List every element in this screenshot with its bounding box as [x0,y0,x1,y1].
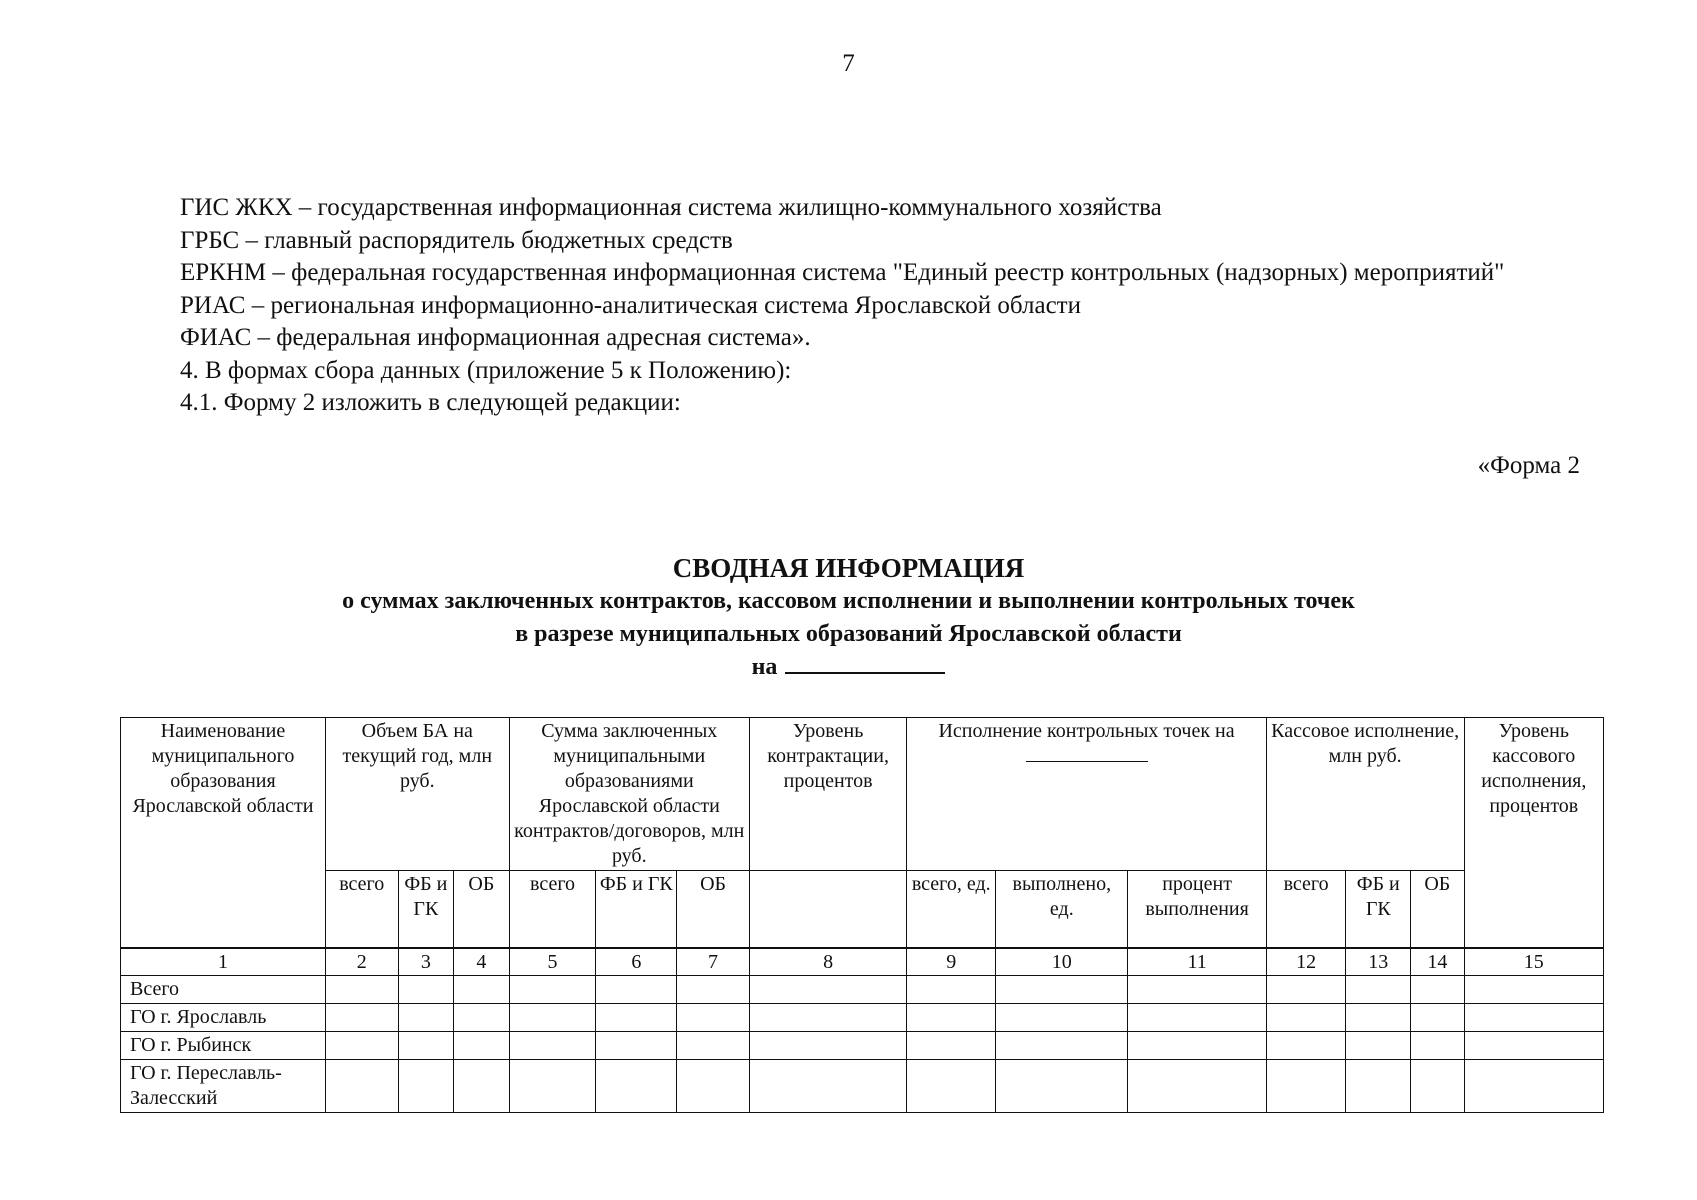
table-cell [1464,976,1603,1004]
table-cell [1346,976,1411,1004]
column-number: 11 [1128,949,1266,976]
table-cell [325,976,398,1004]
column-number: 1 [121,949,326,976]
column-number: 2 [325,949,398,976]
column-number: 13 [1346,949,1411,976]
table-cell [1411,1032,1465,1060]
subheader-fb-gk: ФБ и ГК [596,871,677,948]
table-cell [1464,1060,1603,1113]
table-subheader-row [121,871,1604,948]
header-contract-sum: Сумма заключенных муниципальными образованиями Ярославской области контрактов/договоров, млн руб. [509,718,749,871]
table-cell [677,1004,750,1032]
subheader-empty [749,871,906,948]
table-cell [398,1060,454,1113]
definition-item: ЕРКНМ – федеральная государственная информационная система "Единый реестр контрольных (надзорных) мероприятий" [180,259,1505,286]
table-cell [454,1004,510,1032]
subheader-fb-gk: ФБ и ГК [398,871,454,948]
table-cell [749,1060,906,1113]
form-title-date [0,651,1697,684]
table-cell [1411,976,1465,1004]
header-ba-volume: Объем БА на текущий год, млн руб. [325,718,509,871]
table-cell [1411,1060,1465,1113]
table-cell [1128,1060,1266,1113]
table-cell [454,1032,510,1060]
subheader-fb-gk: ФБ и ГК [1346,871,1411,948]
table-cell [1266,1060,1346,1113]
table-cell [907,1032,996,1060]
table-cell [996,1032,1128,1060]
subheader-ob: ОБ [454,871,510,948]
definition-item: ГИС ЖКХ – государственная информационная система жилищно-коммунального хозяйства [180,194,1162,221]
table-cell [1346,1060,1411,1113]
subheader-ob: ОБ [677,871,750,948]
column-number: 4 [454,949,510,976]
table-cell [1464,1004,1603,1032]
column-number: 14 [1411,949,1465,976]
table-header-row [121,718,1604,871]
row-municipality-name: ГО г. Переславль-Залесский [121,1060,326,1113]
table-cell [907,976,996,1004]
table-cell [1346,1032,1411,1060]
subheader-total: всего [325,871,398,948]
summary-table [120,717,1604,1113]
subheader-percent-done: процент выполнения [1128,871,1266,948]
column-number: 12 [1266,949,1346,976]
definitions-list [108,192,1580,420]
table-cell [677,1032,750,1060]
definition-item: ГРБС – главный распорядитель бюджетных средств [180,226,733,254]
table-cell [509,1004,596,1032]
table-cell [596,1032,677,1060]
date-blank [785,652,945,674]
table-cell [509,1032,596,1060]
column-number: 10 [996,949,1128,976]
table-row [121,976,1604,1004]
subheader-total-units: всего, ед. [907,871,996,948]
table-cell [1266,1032,1346,1060]
table-cell [509,1060,596,1113]
table-cell [596,976,677,1004]
header-control-points [907,718,1266,871]
table-row [121,1032,1604,1060]
table-cell [677,1060,750,1113]
table-row [121,1004,1604,1032]
table-cell [1266,1004,1346,1032]
column-number: 3 [398,949,454,976]
control-date-blank [1026,745,1148,762]
subheader-total: всего [1266,871,1346,948]
subheader-done-units: выполнено, ед. [996,871,1128,948]
table-cell [1128,976,1266,1004]
table-cell [749,976,906,1004]
table-cell [996,976,1128,1004]
table-cell [596,1004,677,1032]
table-cell [1128,1032,1266,1060]
header-cash-execution: Кассовое исполнение, млн руб. [1266,718,1464,871]
column-number: 6 [596,949,677,976]
subheader-total: всего [509,871,596,948]
header-control-points-label: Исполнение контрольных точек на [938,720,1235,742]
header-municipality: Наименование муниципального образования Ярославской области [121,718,326,948]
row-municipality-name: ГО г. Ярославль [121,1004,326,1032]
column-number: 7 [677,949,750,976]
table-cell [596,1060,677,1113]
column-number: 8 [749,949,906,976]
column-number: 5 [509,949,596,976]
table-cell [398,976,454,1004]
table-cell [1266,976,1346,1004]
row-municipality-name: ГО г. Рыбинск [121,1032,326,1060]
subheader-ob: ОБ [1411,871,1465,948]
table-cell [907,1004,996,1032]
table-cell [325,1032,398,1060]
table-cell [1411,1004,1465,1032]
amendment-item: 4. В формах сбора данных (приложение 5 к Положению): [180,356,792,384]
page-number: 7 [842,50,855,77]
table-cell [907,1060,996,1113]
table-cell [749,1004,906,1032]
column-number: 15 [1464,949,1603,976]
definition-item: РИАС – региональная информационно-аналитическая система Ярославской области [180,291,1081,319]
table-cell [677,976,750,1004]
table-cell [454,1060,510,1113]
table-cell [996,1004,1128,1032]
form-title-main: СВОДНАЯ ИНФОРМАЦИЯ [672,553,1025,583]
row-municipality-name: Всего [121,976,326,1004]
form-title [0,552,1697,684]
table-cell [1346,1004,1411,1032]
column-number: 9 [907,949,996,976]
table-cell [325,1060,398,1113]
amendment-item: 4.1. Форму 2 изложить в следующей редакции: [180,389,681,416]
form-title-subtitle: в разрезе муниципальных образований Ярославской области [515,621,1182,647]
form-label: «Форма 2 [1477,452,1580,479]
table-cell [749,1032,906,1060]
table-cell [509,976,596,1004]
table-cell [325,1004,398,1032]
column-number-row [121,949,1604,976]
header-cash-level: Уровень кассового исполнения, процентов [1464,718,1603,948]
table-cell [1128,1004,1266,1032]
header-contract-level: Уровень контрактации, процентов [749,718,906,871]
table-cell [398,1032,454,1060]
table-cell [1464,1032,1603,1060]
table-row [121,1060,1604,1113]
form-title-subtitle: о суммах заключенных контрактов, кассовом исполнении и выполнении контрольных точек [342,588,1355,614]
table-cell [454,976,510,1004]
table-cell [996,1060,1128,1113]
definition-item: ФИАС – федеральная информационная адресная система». [180,324,811,351]
table-cell [398,1004,454,1032]
form-title-date-label: на [751,654,778,680]
